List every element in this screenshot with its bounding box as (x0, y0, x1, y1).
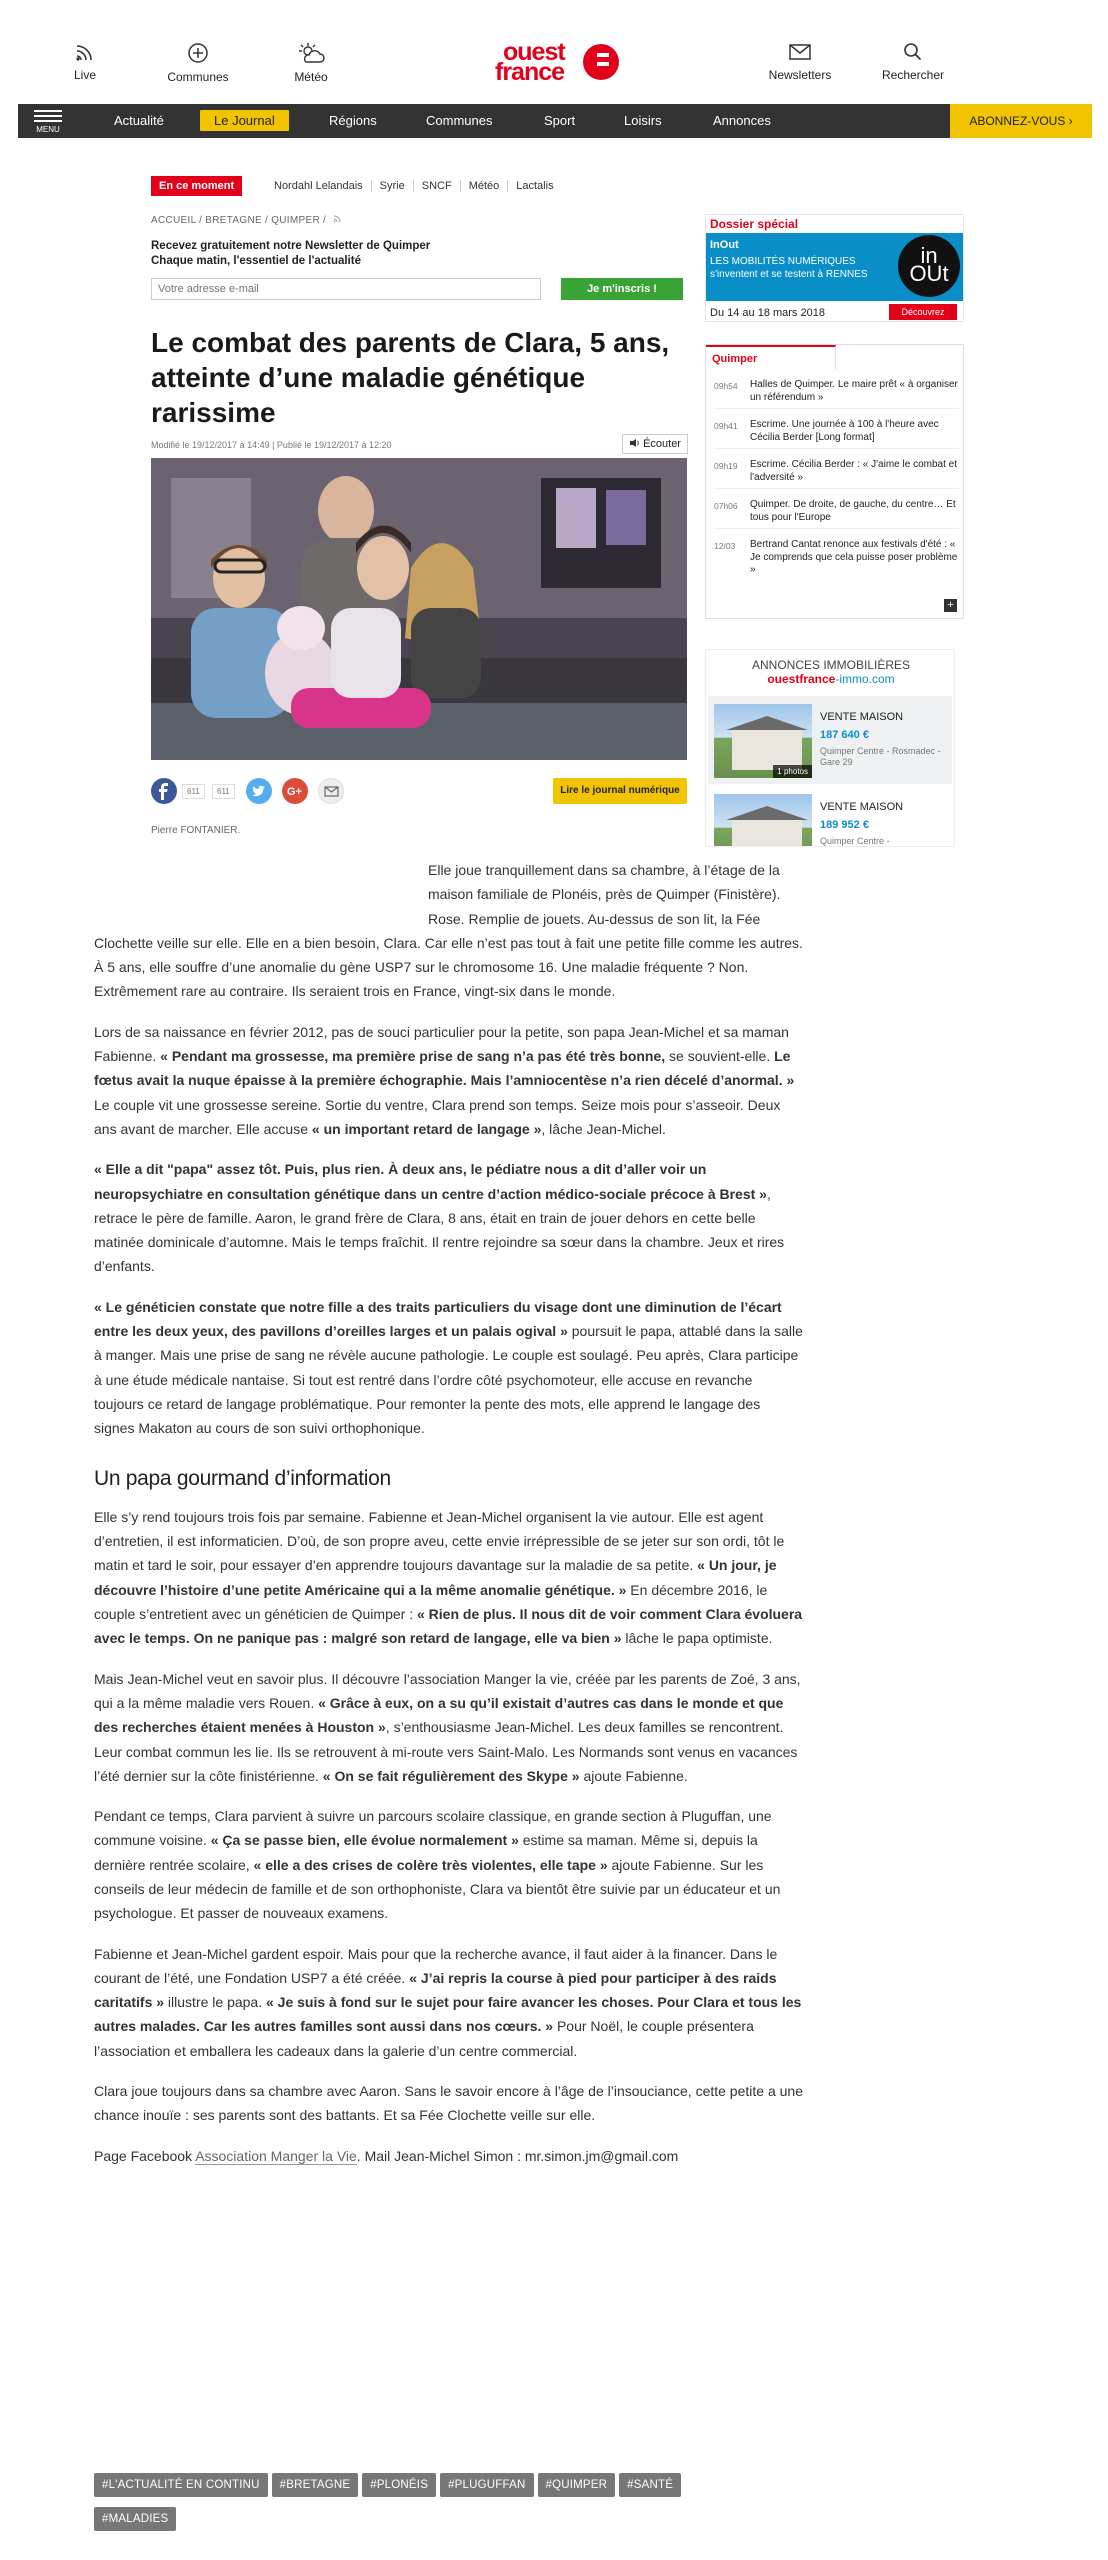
trending-item[interactable]: Météo (461, 180, 509, 192)
more-news-button[interactable]: + (944, 599, 957, 612)
real-estate-heading: ANNONCES IMMOBILIÈRES (751, 658, 911, 672)
news-item[interactable] (714, 379, 959, 409)
main-nav (18, 104, 1092, 138)
news-headline[interactable]: Halles de Quimper. Le maire prêt « à organiser un référendum » (750, 379, 958, 403)
listing-photo[interactable] (714, 794, 812, 847)
article-body (94, 858, 804, 2184)
newsletters-link[interactable] (745, 42, 855, 82)
trending-item[interactable]: Nordahl Lelandais (266, 180, 372, 192)
news-headline[interactable]: Escrime. Une journée à 100 à l'heure avec Cécilia Berder [Long format] (750, 419, 939, 443)
live-label: Live (73, 68, 96, 82)
listing-type: VENTE MAISON (820, 711, 904, 723)
listing-card[interactable] (708, 786, 952, 847)
trending-list (266, 180, 562, 192)
news-time: 09h54 (714, 381, 738, 391)
special-report-title: InOut (710, 239, 739, 251)
news-time: 09h41 (714, 421, 738, 431)
email-share-button[interactable] (318, 778, 344, 804)
ouest-france-logo[interactable] (495, 40, 621, 86)
search-icon (902, 42, 924, 62)
nav-item-regions[interactable]: Régions (329, 113, 377, 128)
news-item[interactable] (714, 539, 959, 581)
special-report-banner[interactable] (706, 233, 963, 301)
google-plus-share-button[interactable] (282, 778, 308, 804)
breadcrumb[interactable] (151, 214, 342, 226)
communes-label: Communes (167, 70, 229, 84)
real-estate-title (706, 658, 955, 686)
photo-count: 1 photos (773, 765, 812, 778)
photo-credit: Pierre FONTANIER. (151, 825, 241, 836)
tag-link[interactable]: #PLUGUFFAN (440, 2473, 533, 2497)
listing-price: 187 640 € (820, 729, 869, 741)
article-title: Le combat des parents de Clara, 5 ans, atteinte d’une maladie génétique rarissime (151, 327, 670, 428)
ad-placeholder (94, 858, 428, 918)
trending-item[interactable]: Syrie (372, 180, 414, 192)
meteo-label: Météo (294, 70, 328, 84)
logo-text-ouest: ouest (503, 38, 565, 66)
logo-mark-icon (583, 44, 619, 80)
listen-label: Écouter (643, 438, 681, 450)
newsletter-promo (151, 239, 531, 269)
nav-item-annonces[interactable]: Annonces (713, 113, 771, 128)
facebook-like-count: 611 (212, 784, 235, 799)
tag-link[interactable]: #SANTÉ (619, 2473, 681, 2497)
search-link[interactable] (858, 42, 968, 82)
article-paragraph: Clara joue toujours dans sa chambre avec Aaron. Sans le savoir encore à l’âge de l’insouciance, cette petite a une chance inouïe : ses parents sont des battants. Et sa Fée Clochette veille sur elle. (94, 2083, 803, 2124)
newsletter-line2: Chaque matin, l'essentiel de l'actualité (151, 255, 361, 267)
tag-link[interactable]: #PLONÉIS (362, 2473, 436, 2497)
listing-card[interactable] (708, 696, 952, 784)
article-paragraph: Fabienne et Jean-Michel gardent espoir. Mais pour que la recherche avance, il faut aider à la financer. Dans le courant de l’été, une Fondation USP7 a été créée. « J’ai repris la course à pied pour participer à des raids caritatifs » illustre le papa. « Je suis à fond sur le sujet pour faire avancer les choses. Pour Clara et tous les autres malades. Car les autres familles sont aussi dans nos cœurs. » Pour Noël, le couple présentera l’association et emballera les cadeaux dans la galerie d’un centre commercial. (94, 1945, 802, 2059)
special-report-widget[interactable] (705, 214, 964, 322)
news-time: 07h06 (714, 501, 738, 511)
tab-quimper[interactable]: Quimper (706, 345, 836, 369)
facebook-icon (151, 778, 177, 804)
read-digital-edition-button[interactable]: Lire le journal numérique (553, 778, 687, 804)
article-photo (151, 458, 687, 760)
hamburger-icon (34, 110, 62, 112)
trending-item[interactable]: Lactalis (516, 180, 554, 192)
rss-icon[interactable] (333, 214, 342, 223)
search-label: Rechercher (881, 68, 945, 82)
twitter-share-button[interactable] (246, 778, 272, 804)
listen-button[interactable] (622, 434, 688, 454)
trending-label: En ce moment (151, 176, 242, 196)
tag-link[interactable]: #L'ACTUALITÉ EN CONTINU (94, 2473, 268, 2497)
article-paragraph: Elle s’y rend toujours trois fois par semaine. Fabienne et Jean-Michel organisent la vie autour. Elle est agent d’entretien, il est informaticien. D’où, de son propre aveu, cette envie irrépressible de se jeter sur son ordi, tôt le matin et tard le soir, pour essayer d’en apprendre toujours davantage sur la maladie de sa petite. « Un jour, je découvre l’histoire d’une petite Américaine qui a la même anomalie génétique. » En décembre 2016, le couple s’entretient avec un généticien de Quimper : « Rien de plus. Il nous dit de voir comment Clara évoluera avec le temps. On ne panique pas : malgré son retard de langage, elle va bien » lâche le papa optimiste. (94, 1508, 803, 1647)
real-estate-widget (705, 649, 955, 847)
meteo-link[interactable] (256, 42, 366, 84)
menu-button[interactable] (34, 110, 62, 134)
nav-item-le-journal[interactable]: Le Journal (200, 110, 289, 131)
svg-text:G+: G+ (287, 786, 302, 798)
logo-text-france: france (495, 58, 565, 86)
twitter-icon (246, 778, 272, 804)
listing-type: VENTE MAISON (820, 801, 904, 813)
special-report-text: LES MOBILITÉS NUMÉRIQUES s'inventent et se testent à RENNES (710, 256, 868, 280)
news-item[interactable] (714, 459, 959, 489)
article-paragraph: « Le généticien constate que notre fille a des traits particuliers du visage dont une diminution de l’écart entre les deux yeux, des pavillons d’oreilles larges et un palais ogival » poursuit le papa, attablé dans la salle à manger. Mais une prise de sang ne révèle aucune pathologie. Le couple est soulagé. Peu après, Clara participe à une étude médicale nantaise. Si tout est rentré dans l’ordre côté psychomoteur, elle accuse en revanche toujours ce retard de langage problématique. Pour remonter la pente des mots, elle apprend le langage des signes Makaton au cours de son suivi orthophonique. (94, 1298, 803, 1437)
listing-price: 189 952 € (820, 819, 869, 831)
special-report-label: Dossier spécial (710, 217, 799, 231)
nav-item-loisirs[interactable]: Loisirs (624, 113, 662, 128)
article-paragraph: Pendant ce temps, Clara parvient à suivre un parcours scolaire classique, en grande section à Pluguffan, une commune voisine. « Ça se passe bien, elle évolue normalement » estime sa maman. Même si, depuis la dernière rentrée scolaire, « elle a des crises de colère très violentes, elle tape » ajoute Fabienne. Sur les conseils de leur médecin de famille et de son orthophoniste, Clara va bientôt être suivie par un éducateur et un psychologue. Et passer de nouveaux examens. (94, 1808, 781, 1922)
article-subheading: Un papa gourmand d’information (94, 1466, 391, 1490)
newsletter-subscribe-button[interactable]: Je m'inscris ! (561, 278, 683, 300)
news-headline[interactable]: Quimper. De droite, de gauche, du centre… Et tous pour l'Europe (750, 499, 956, 523)
article-paragraph: Page Facebook Association Manger la Vie. Mail Jean-Michel Simon : mr.simon.jm@gmail.com (94, 2147, 679, 2164)
breadcrumb-text[interactable]: ACCUEIL / BRETAGNE / QUIMPER / (151, 215, 327, 226)
facebook-share-count: 611 (182, 784, 205, 799)
newsletters-label: Newsletters (768, 68, 832, 82)
tag-link[interactable]: #BRETAGNE (272, 2473, 359, 2497)
special-report-date: Du 14 au 18 mars 2018 (710, 307, 825, 319)
tag-link[interactable]: #MALADIES (94, 2507, 176, 2531)
local-news-widget (705, 344, 964, 619)
inout-logo: in OUt (898, 235, 960, 297)
newsletter-line1: Recevez gratuitement notre Newsletter de Quimper (151, 240, 431, 252)
nav-item-actualite[interactable]: Actualité (114, 113, 164, 128)
tag-link[interactable]: #QUIMPER (538, 2473, 616, 2497)
live-link[interactable] (30, 42, 140, 82)
nav-item-sport[interactable]: Sport (544, 113, 576, 128)
weather-icon (296, 42, 326, 64)
real-estate-brand[interactable]: ouestfrance-immo.com (767, 672, 895, 686)
envelope-icon (788, 42, 812, 62)
news-time: 12/03 (714, 541, 736, 551)
tag-list (94, 2473, 814, 2541)
listing-location: Quimper Centre - Rosmadec - Gare 29 (820, 746, 941, 767)
menu-label: MENU (36, 125, 60, 134)
speaker-icon (629, 438, 640, 448)
newsletter-email-input[interactable] (151, 278, 541, 300)
nav-item-communes[interactable]: Communes (426, 113, 493, 128)
listing-photo[interactable] (714, 704, 812, 778)
google-plus-icon (282, 778, 308, 804)
facebook-page-link[interactable]: Association Manger la Vie (195, 2147, 357, 2164)
article-paragraph: Elle joue tranquillement dans sa chambre, à l’étage de la maison familiale de Plonéis, près de Quimper (Finistère). Rose. Remplie de jouets. Au-dessus de son lit, la Fée Clochette veille sur elle. Elle en a bien besoin, Clara. Car elle n’est pas tout à fait une petite fille comme les autres. À 5 ans, elle souffre d’une anomalie du gène USP7 sur le chromosome 16. Une maladie fréquente ? Non. Extrêmement rare au contraire. Ils seraient trois en France, vingt-six dans le monde. (94, 858, 804, 1004)
add-circle-icon (187, 42, 209, 64)
envelope-icon (319, 779, 343, 803)
facebook-share-button[interactable] (151, 778, 177, 804)
news-headline[interactable]: Escrime. Cécilia Berder : « J'aime le combat et l'adversité » (750, 459, 957, 483)
article-paragraph: « Elle a dit "papa" assez tôt. Puis, plus rien. À deux ans, le pédiatre nous a dit d’aller voir un neuropsychiatre en consultation génétique dans un centre d’action médico-sociale précoce à Brest », retrace le père de famille. Aaron, le grand frère de Clara, 8 ans, était en train de jouer dehors en cette belle matinée dominicale d’automne. Mais le temps fraîchit. Il rentre rejoindre sa sœur dans la chambre. Jeux et rires d’enfants. (94, 1161, 785, 1275)
news-item[interactable] (714, 419, 959, 449)
special-report-discover-button[interactable]: Découvrez (889, 304, 957, 320)
article-dates: Modifié le 19/12/2017 à 14:49 | Publié le 19/12/2017 à 12:20 (151, 440, 392, 450)
communes-link[interactable] (143, 42, 253, 84)
news-time: 09h19 (714, 461, 738, 471)
trending-item[interactable]: SNCF (414, 180, 461, 192)
article-paragraph: Lors de sa naissance en février 2012, pas de souci particulier pour la petite, son papa Jean-Michel et sa maman Fabienne. « Pendant ma grossesse, ma première prise de sang n’a pas été très bonne, se souvient-elle. Le fœtus avait la nuque épaisse à la première échographie. Mais l’amniocentèse n’a rien décelé d’anormal. » Le couple vit une grossesse sereine. Sortie du ventre, Clara prend son temps. Seize mois pour s’asseoir. Deux ans avant de marcher. Elle accuse « un important retard de langage », lâche Jean-Michel. (94, 1023, 795, 1137)
listing-location: Quimper Centre - (820, 836, 890, 846)
subscribe-button[interactable]: ABONNEZ-VOUS › (950, 104, 1092, 138)
news-headline[interactable]: Bertrand Cantat renonce aux festivals d'été : « Je comprends que cela puisse poser problème » (750, 539, 958, 575)
live-icon (74, 42, 96, 62)
article-paragraph: Mais Jean-Michel veut en savoir plus. Il découvre l’association Manger la vie, créée par les parents de Zoé, 3 ans, qui a la même maladie vers Rouen. « Grâce à eux, on a su qu’il existait d’autres cas dans le monde et que des recherches étaient menées à Houston », s’enthousiasme Jean-Michel. Les deux familles se rencontrent. Leur combat commun les lie. Ils se retrouvent à mi-route vers Saint-Malo. Les Normands sont venus en vacances l’été dernier sur la côte finistérienne. « On se fait régulièrement des Skype » ajoute Fabienne. (94, 1670, 801, 1784)
news-item[interactable] (714, 499, 959, 529)
